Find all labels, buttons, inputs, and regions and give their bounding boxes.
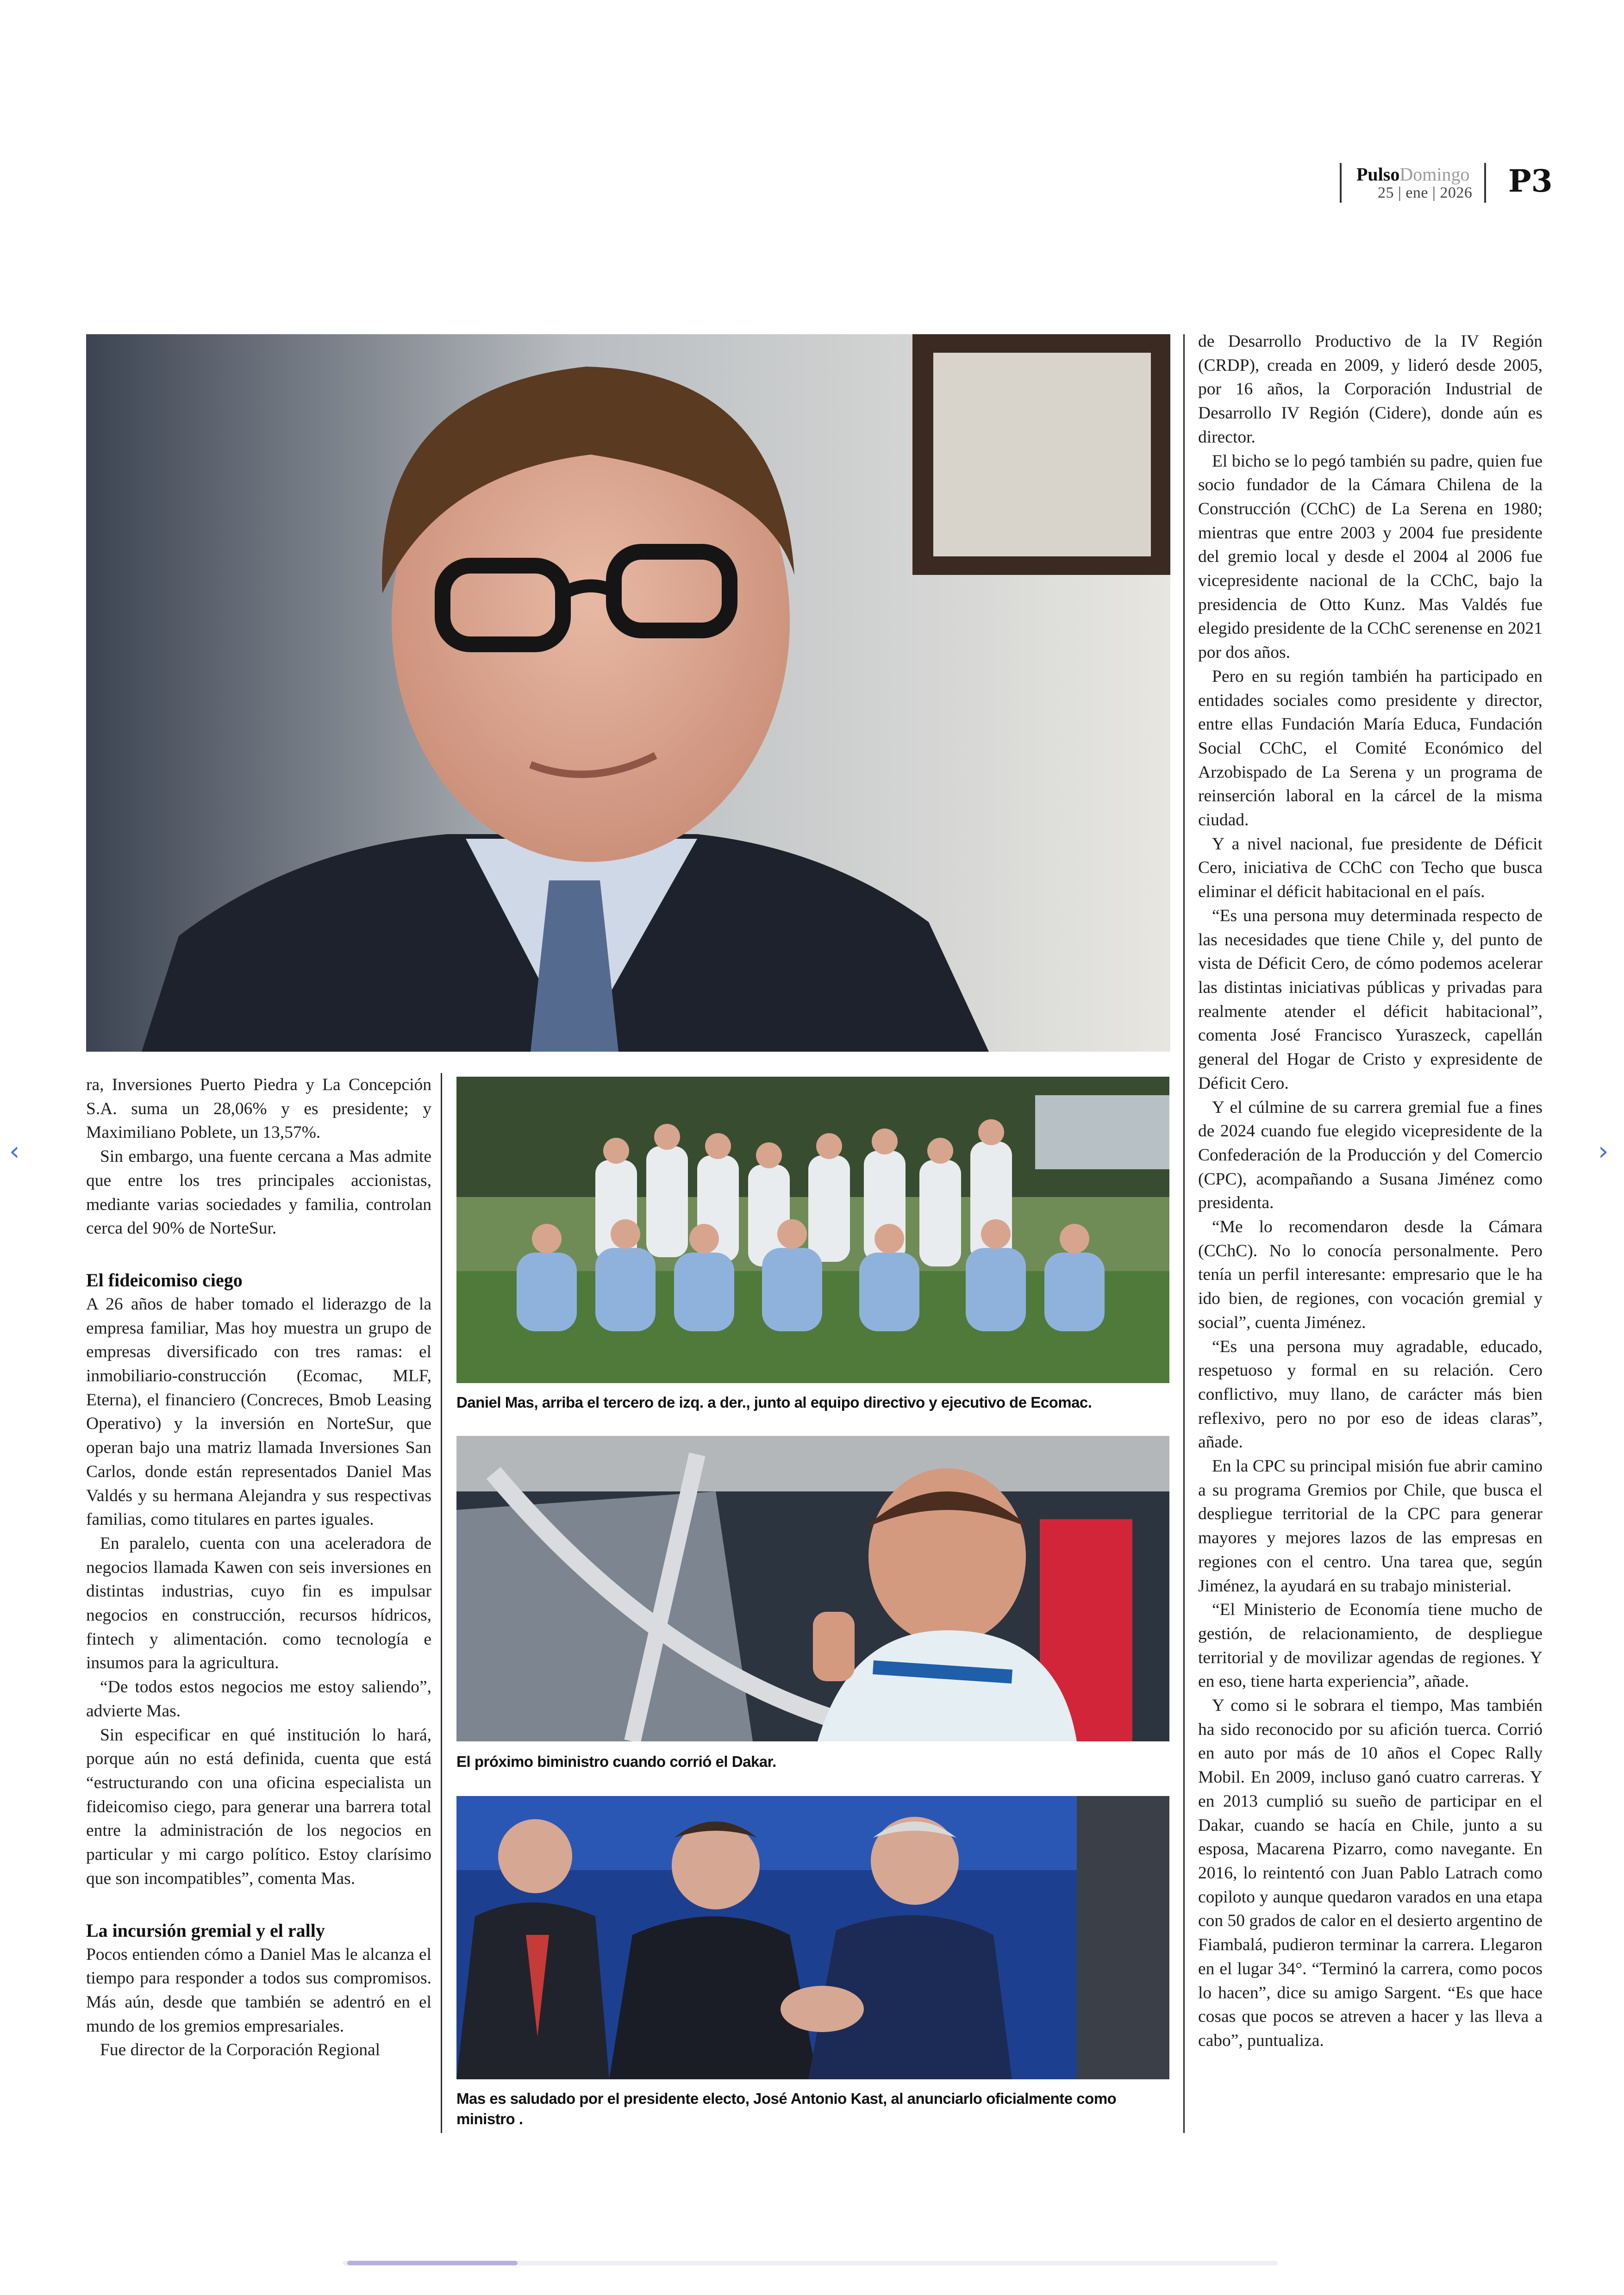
portrait-photo	[86, 334, 1170, 1052]
kast-photo	[456, 1796, 1169, 2079]
scrollbar-thumb[interactable]	[347, 2261, 518, 2265]
col3-paragraph-11: Y como si le sobrara el tiempo, Mas también ha sido reconocido por su afición tuerca. Corrió en auto por más de 10 años el Copec Rally Mobil. En 2009, incluso ganó cuatro carreras. Y en 2013 cumplió su sueño de participar en el Dakar, cuando se hacía en Chile, junto a su esposa, Macarena Pizarro, como navegante. En 2016, lo reintentó con Juan Pablo Latrach como copiloto y aunque quedaron varados en una etapa con 50 grados de calor en el desierto argentino de Fiambalá, pudieron terminar la carrera. Llegaron en el lugar 34°. “Terminó la carrera, como pocos lo hacen”, dice su amigo Sargent. “Es que hace cosas que pocos se atreven a hacer y las lleva a cabo”, puntualiza.	[1198, 1696, 1543, 2050]
header-rule-left	[1340, 163, 1342, 203]
col3-paragraph-6: Y el cúlmine de su carrera gremial fue a fines de 2024 cuando fue elegido vicepresidente de la Confederación de la Producción y del Comercio (CPC), acompañando a Susana Jiménez como presidenta.	[1198, 1098, 1543, 1213]
caption-dakar: El próximo biministro cuando corrió el Dakar.	[456, 1753, 776, 1770]
col1-paragraph-7: Pocos entienden cómo a Daniel Mas le alcanza el tiempo para responder a todos sus compromisos. Más aún, desde que también se adentró en el mundo de los gremios empresariales.	[86, 1945, 431, 2036]
brand-light: Domingo	[1399, 164, 1470, 185]
team-illustration	[456, 1077, 1169, 1383]
col3-paragraph-2: El bicho se lo pegó también su padre, quien fue socio fundador de la Cámara Chilena de la Construcción (CChC) de La Serena en 1980; mientras que entre 2003 y 2004 fue presidente del gremio local y desde el 2004 al 2006 fue vicepresidente nacional de la CChC, bajo la presidencia de Otto Kunz. Mas Valdés fue elegido presidente de la CChC serenense en 2021 por dos años.	[1198, 451, 1543, 662]
col1-paragraph-8: Fue director de la Corporación Regional	[100, 2040, 381, 2060]
dakar-illustration	[456, 1436, 1169, 1741]
col1-paragraph-6: Sin especificar en qué institución lo hará, porque aún no está definida, cuenta que está “estructurando con una oficina especialista un fideicomiso ciego, para generar una barrera total entre la administración de los negocios en particular y mi cargo político. Estoy clarísimo que son incompatibles”, comenta Mas.	[86, 1725, 431, 1888]
header-rule-right	[1484, 163, 1486, 203]
caption-team: Daniel Mas, arriba el tercero de izq. a der., junto al equipo directivo y ejecutivo de Ecomac.	[456, 1394, 1092, 1411]
subheading-fideicomiso: El fideicomiso ciego	[86, 1269, 243, 1291]
col3-paragraph-10: “El Ministerio de Economía tiene mucho de gestión, de relacionamiento, de despliegue territorial y de movilizar agendas de regiones. Y en eso, tiene harta experiencia”, añade.	[1198, 1600, 1543, 1691]
subheading-incursion-gremial: La incursión gremial y el rally	[86, 1920, 325, 1941]
text-column-right	[1198, 330, 1543, 2053]
col3-paragraph-8: “Es una persona muy agradable, educado, respetuoso y formal en su relación. Cero conflictivo, muy llano, de carácter más bien reflexivo, pero no por eso de ideas claras”, añade.	[1198, 1337, 1543, 1452]
date-month: ene	[1405, 184, 1428, 201]
dakar-photo	[456, 1436, 1169, 1741]
col3-paragraph-5: “Es una persona muy determinada respecto de las necesidades que tiene Chile y, del punto de vista de Déficit Cero, de cómo podemos acelerar las distintas iniciativas públicas y privadas para realmente atender el déficit habitacional”, comenta José Francisco Yuraszeck, capellán general del Hogar de Cristo y expresidente de Déficit Cero.	[1198, 906, 1543, 1093]
text-column-left	[86, 1073, 431, 2062]
next-page-arrow-icon[interactable]: ›	[1598, 1136, 1609, 1166]
column-divider-right	[1183, 334, 1185, 2133]
col3-paragraph-1: de Desarrollo Productivo de la IV Región (CRDP), creada en 2009, y lideró desde 2005, por 16 años, la Corporación Industrial de Desarrollo IV Región (Cidere), donde aún es director.	[1198, 332, 1543, 447]
team-photo	[456, 1077, 1169, 1383]
previous-page-arrow-icon[interactable]: ‹	[9, 1136, 20, 1166]
col3-paragraph-9: En la CPC su principal misión fue abrir camino a su programa Gremios por Chile, que busca el despliegue territorial de la CPC para generar mayores y mejores lazos de las empresas en regiones con el centro. Una tarea que, según Jiménez, la ayudará en su trabajo ministerial.	[1198, 1457, 1543, 1596]
date-day: 25	[1378, 184, 1394, 201]
date-year: 2026	[1440, 184, 1473, 201]
caption-kast: Mas es saludado por el presidente electo, José Antonio Kast, al anunciarlo oficialmente como ministro .	[456, 2090, 1117, 2127]
page-number: P3	[1508, 163, 1553, 199]
brand-bold: Pulso	[1356, 164, 1400, 185]
col1-paragraph-1: ra, Inversiones Puerto Piedra y La Concepción S.A. suma un 28,06% y es presidente; y Maximiliano Poblete, un 13,57%.	[86, 1075, 431, 1142]
col1-paragraph-2: Sin embargo, una fuente cercana a Mas admite que entre los tres principales accionistas, mediante varias sociedades y familia, controlan cerca del 90% de NorteSur.	[86, 1147, 431, 1238]
publication-brand	[1356, 164, 1469, 185]
publication-date: 25 | ene | 2026	[1378, 184, 1473, 201]
col3-paragraph-4: Y a nivel nacional, fue presidente de Déficit Cero, iniciativa de CChC con Techo que busca eliminar el déficit habitacional en el país.	[1198, 834, 1543, 902]
col1-paragraph-3: A 26 años de haber tomado el liderazgo de la empresa familiar, Mas hoy muestra un grupo de empresas diversificado con tres ramas: el inmobiliario-construcción (Ecomac, MLF, Eterna), el financiero (Concreces, Bmob Leasing Operativo) y la inversión en NorteSur, que operan bajo una matriz llamada Inversiones San Carlos, donde están representados Daniel Mas Valdés y su hermana Alejandra y sus respectivas familias, como titulares en partes iguales.	[86, 1294, 431, 1529]
kast-illustration	[456, 1796, 1169, 2079]
col3-paragraph-7: “Me lo recomendaron desde la Cámara (CChC). No lo conocía personalmente. Pero tenía un perfil interesante: empresario que le ha ido bien, de regiones, con vocación gremial y social”, cuenta Jiménez.	[1198, 1217, 1543, 1332]
column-divider-left	[441, 1073, 442, 2133]
portrait-illustration	[86, 334, 1170, 1052]
col1-paragraph-4: En paralelo, cuenta con una aceleradora de negocios llamada Kawen con seis inversiones en distintas industrias, cuyo fin es impulsar negocios en construcción, recursos hídricos, fintech y alimentación. como tecnología e insumos para la agricultura.	[86, 1534, 431, 1673]
col3-paragraph-3: Pero en su región también ha participado en entidades sociales como presidente y director, entre ellas Fundación María Educa, Fundación Social CChC, el Comité Económico del Arzobispado de La Serena y un programa de reinserción laboral en la cárcel de la misma ciudad.	[1198, 667, 1543, 830]
col1-paragraph-5: “De todos estos negocios me estoy saliendo”, advierte Mas.	[86, 1678, 431, 1721]
